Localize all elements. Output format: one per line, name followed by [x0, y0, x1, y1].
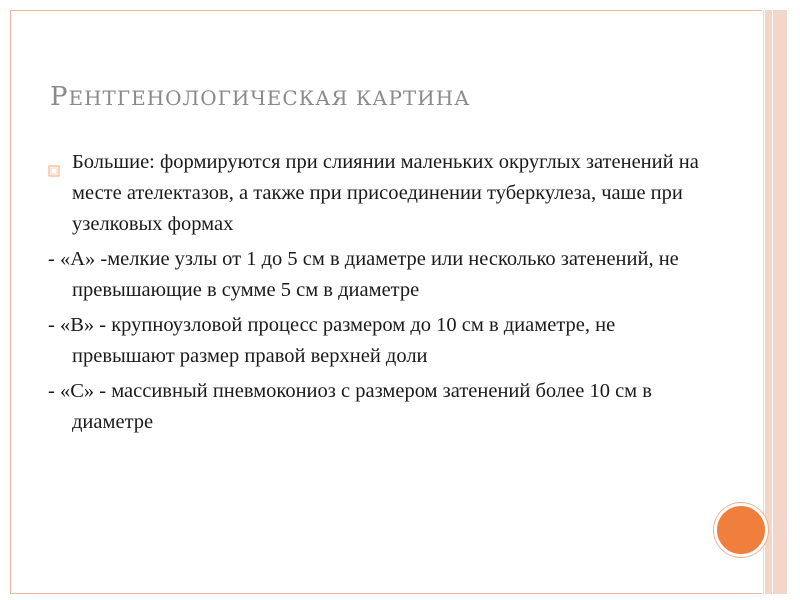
list-item [48, 376, 708, 438]
list-item [48, 147, 708, 240]
list-item-text: Большие: формируются при слиянии маленьких округлых затенений на месте ателектазов, а также при присоединении туберкулеза, чаше при узелковых формах [72, 151, 699, 235]
list-item-text: - «С» - массивный пневмокониоз с размером затенений более 10 см в диаметре [48, 380, 652, 433]
list-item [48, 244, 708, 306]
decorative-circle-icon [714, 503, 768, 557]
decorative-side-bar [762, 10, 787, 594]
bullet-square-icon [48, 156, 60, 168]
list-item [48, 310, 708, 372]
slide-title-rest: ЕНТГЕНОЛОГИЧЕСКАЯ КАРТИНА [68, 86, 471, 110]
slide-title-initial: Р [50, 82, 69, 112]
slide-title [50, 82, 470, 112]
list-item-text: - «В» - крупноузловой процесс размером до 10 см в диаметре, не превышают размер правой верхней доли [48, 314, 616, 367]
list-item-text: - «А» -мелкие узлы от 1 до 5 см в диаметре или несколько затенений, не превышающие в сумме 5 см в диаметре [48, 248, 679, 301]
slide-content [48, 147, 708, 442]
